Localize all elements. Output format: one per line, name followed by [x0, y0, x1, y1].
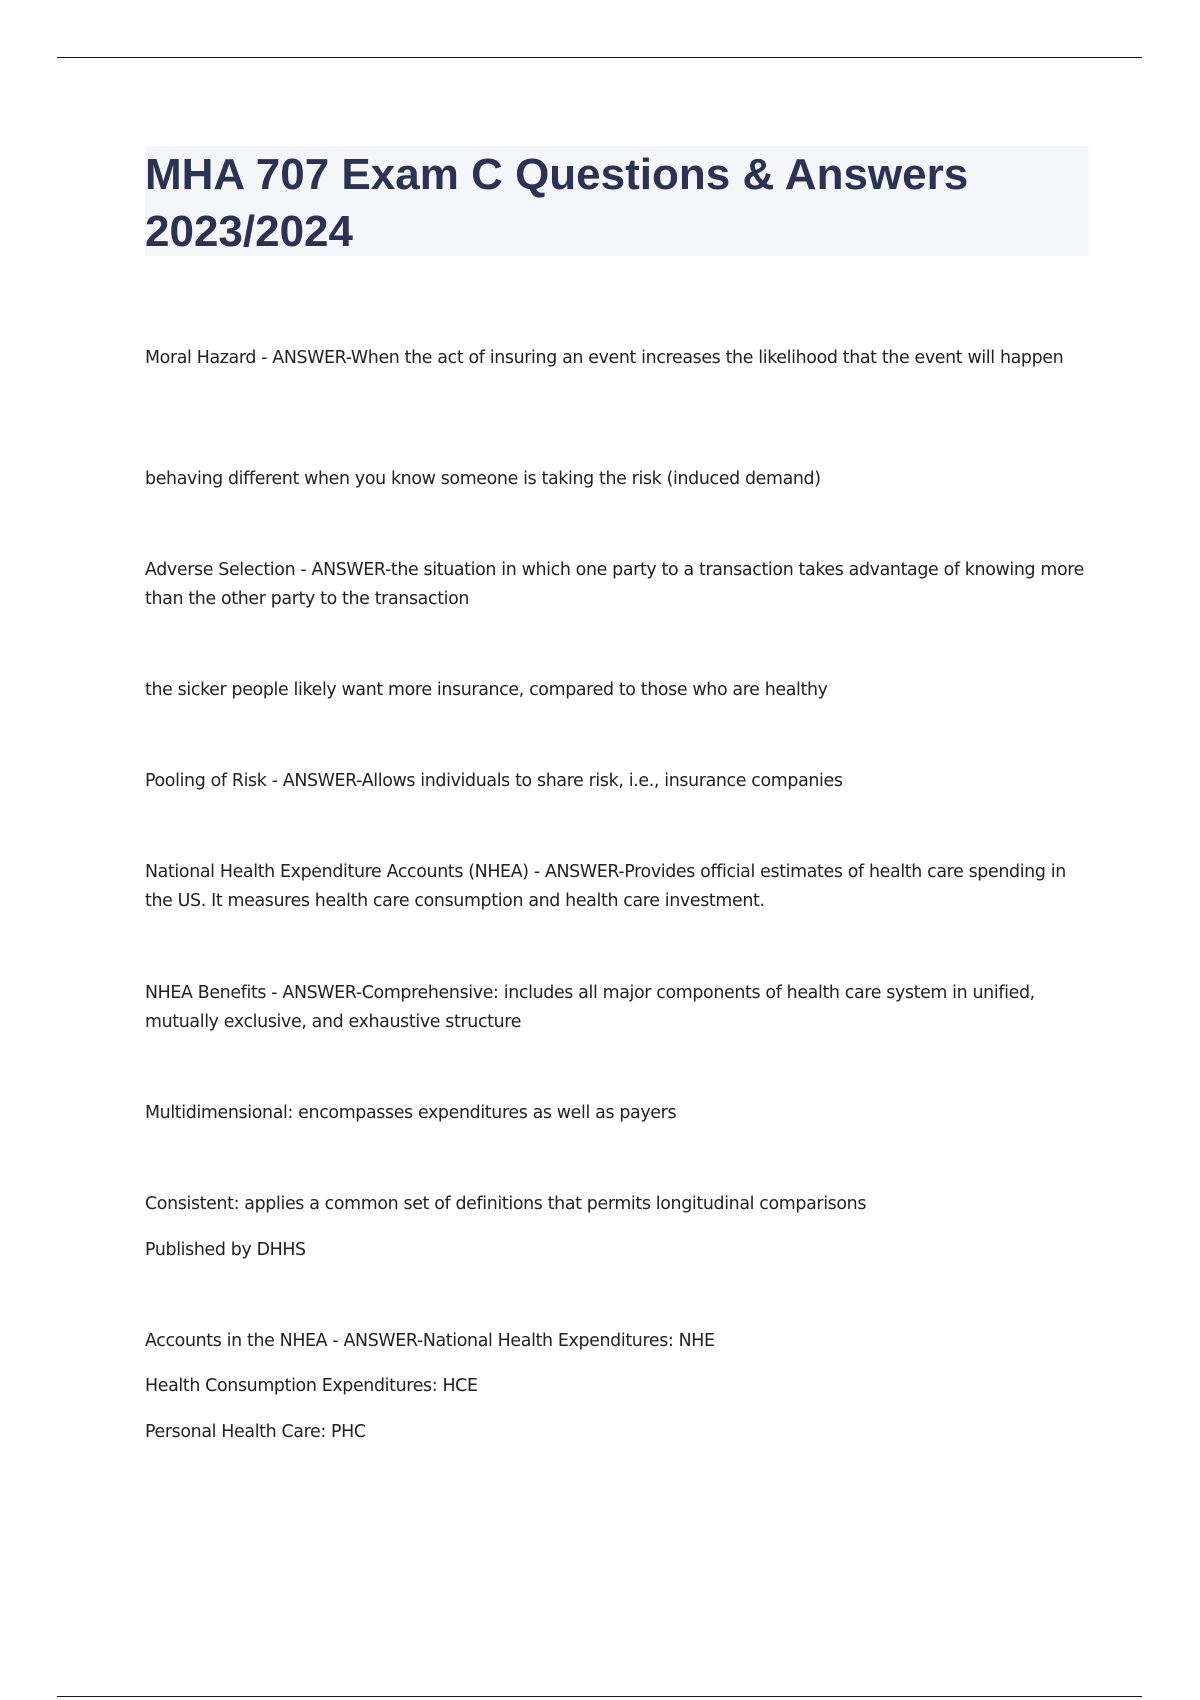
title-banner	[145, 146, 1089, 256]
paragraph-nhea-benefits: NHEA Benefits - ANSWER-Comprehensive: includes all major components of health care system in unified, mutually exclusive, and exhaustive structure	[145, 983, 1035, 1032]
paragraph-adverse-selection: Adverse Selection - ANSWER-the situation in which one party to a transaction takes advantage of knowing more than the other party to the transaction	[145, 560, 1085, 609]
paragraph-nhea: National Health Expenditure Accounts (NHEA) - ANSWER-Provides official estimates of health care spending in the US. It measures health care consumption and health care investment.	[145, 862, 1066, 911]
paragraph-pooling-of-risk: Pooling of Risk - ANSWER-Allows individuals to share risk, i.e., insurance companies	[145, 771, 843, 791]
paragraph-consistent: Consistent: applies a common set of definitions that permits longitudinal comparisons	[145, 1194, 867, 1214]
paragraph-accounts-nhea: Accounts in the NHEA - ANSWER-National Health Expenditures: NHE	[145, 1331, 715, 1351]
page-title: MHA 707 Exam C Questions & Answers 2023/2024	[145, 150, 969, 256]
bottom-rule	[57, 1696, 1142, 1697]
paragraph-moral-hazard-note: behaving different when you know someone is taking the risk (induced demand)	[145, 469, 821, 489]
paragraph-phc: Personal Health Care: PHC	[145, 1422, 366, 1442]
paragraph-hce: Health Consumption Expenditures: HCE	[145, 1376, 478, 1396]
top-rule	[57, 57, 1142, 58]
paragraph-adverse-selection-note: the sicker people likely want more insurance, compared to those who are healthy	[145, 680, 828, 700]
paragraph-moral-hazard: Moral Hazard - ANSWER-When the act of insuring an event increases the likelihood that the event will happen	[145, 348, 1064, 368]
paragraph-published-by: Published by DHHS	[145, 1240, 306, 1260]
paragraph-multidimensional: Multidimensional: encompasses expenditures as well as payers	[145, 1103, 677, 1123]
